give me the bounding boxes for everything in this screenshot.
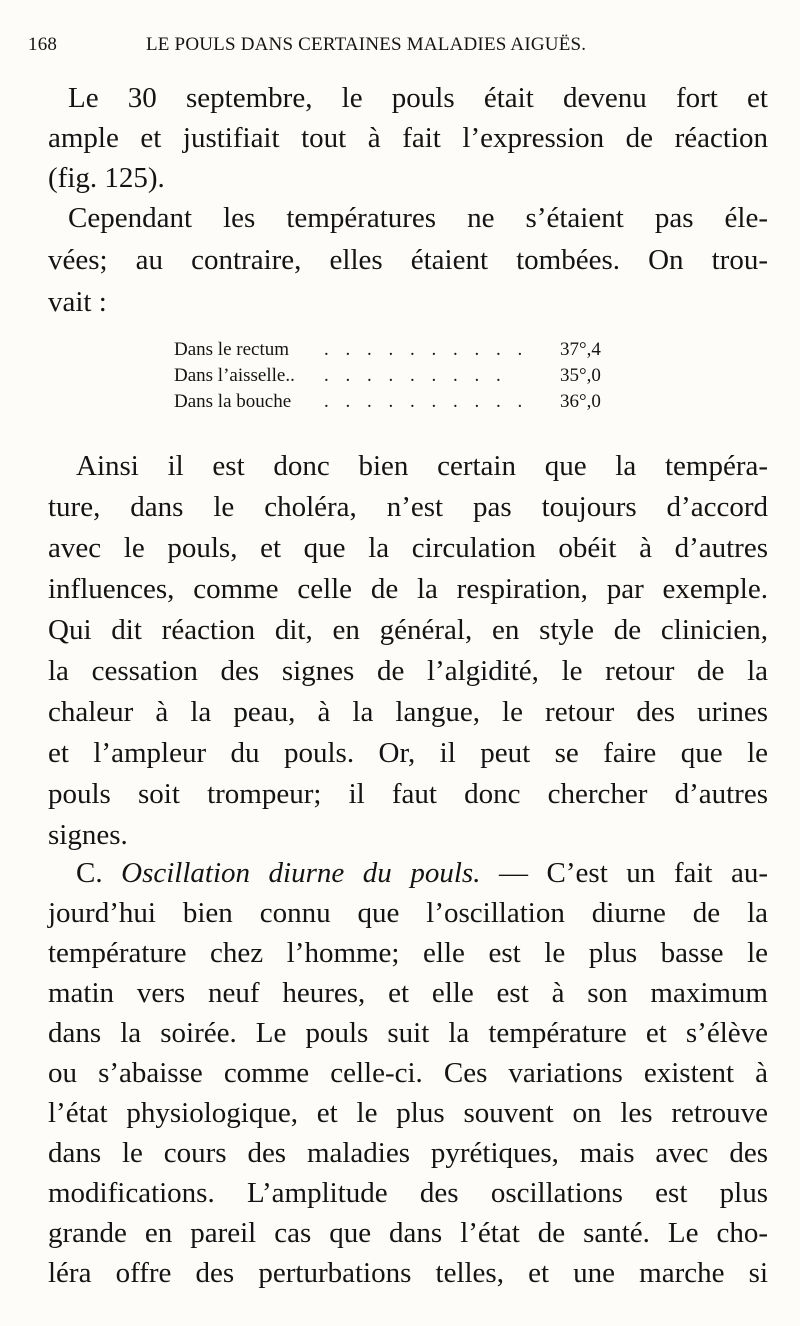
text-line: et l’ampleur du pouls. Or, il peut se faire que le	[48, 737, 768, 769]
text-line: Le 30 septembre, le pouls était devenu fort et	[68, 82, 768, 114]
text-line: léra offre des perturbations telles, et une marche si	[48, 1257, 768, 1289]
text-line: vait :	[48, 286, 107, 318]
text-line: jourd’hui bien connu que l’oscillation diurne de la	[48, 897, 768, 929]
section-letter: C.	[76, 857, 103, 889]
leader-dots: . . . . . . . . .	[324, 365, 507, 386]
leader-dots: . . . . . . . . . .	[324, 339, 529, 360]
text-line: vées; au contraire, elles étaient tombées. On trou-	[48, 244, 768, 276]
leader-dots: . . . . . . . . . .	[324, 391, 529, 412]
text-line: ture, dans le choléra, n’est pas toujours d’accord	[48, 491, 768, 523]
text-line: modifications. L’amplitude des oscillations est plus	[48, 1177, 768, 1209]
text-line: dans la soirée. Le pouls suit la température et s’élève	[48, 1017, 768, 1049]
text-line: Qui dit réaction dit, en général, en style de clinicien,	[48, 614, 768, 646]
text-line: (fig. 125).	[48, 162, 165, 194]
row-value: 35°,0	[560, 365, 601, 386]
row-label: Dans la bouche	[174, 391, 292, 412]
text-line: pouls soit trompeur; il faut donc chercher d’autres	[48, 778, 768, 810]
text-line: la cessation des signes de l’algidité, le retour de la	[48, 655, 768, 687]
text-line: Cependant les températures ne s’étaient pas éle-	[68, 202, 768, 234]
text-line: grande en pareil cas que dans l’état de santé. Le cho-	[48, 1217, 768, 1249]
row-value: 36°,0	[560, 391, 601, 412]
text-line: chaleur à la peau, à la langue, le retour des urines	[48, 696, 768, 728]
row-value: 37°,4	[560, 339, 601, 360]
row-label: Dans le rectum	[174, 339, 290, 360]
table-row	[174, 390, 624, 414]
text-line: influences, comme celle de la respiration, par exemple.	[48, 573, 768, 605]
section-heading-line	[76, 853, 768, 893]
table-row	[174, 338, 624, 362]
running-title: LE POULS DANS CERTAINES MALADIES AIGUËS.	[146, 34, 587, 55]
section-line-rest: — C’est un fait au-	[499, 857, 769, 889]
page-number: 168	[28, 34, 58, 55]
text-line: ample et justifiait tout à fait l’expression de réaction	[48, 122, 768, 154]
running-head	[28, 34, 768, 62]
text-line: Ainsi il est donc bien certain que la tempéra-	[76, 450, 768, 482]
text-line: ou s’abaisse comme celle-ci. Ces variations existent à	[48, 1057, 768, 1089]
section-title: Oscillation diurne du pouls.	[121, 857, 481, 889]
row-label: Dans l’aisselle..	[174, 365, 295, 386]
text-line: avec le pouls, et que la circulation obéit à d’autres	[48, 532, 768, 564]
text-line: température chez l’homme; elle est le plus basse le	[48, 937, 768, 969]
text-line: l’état physiologique, et le plus souvent on les retrouve	[48, 1097, 768, 1129]
table-row	[174, 364, 624, 388]
text-line: signes.	[48, 819, 128, 851]
text-line: dans le cours des maladies pyrétiques, mais avec des	[48, 1137, 768, 1169]
text-line: matin vers neuf heures, et elle est à son maximum	[48, 977, 768, 1009]
